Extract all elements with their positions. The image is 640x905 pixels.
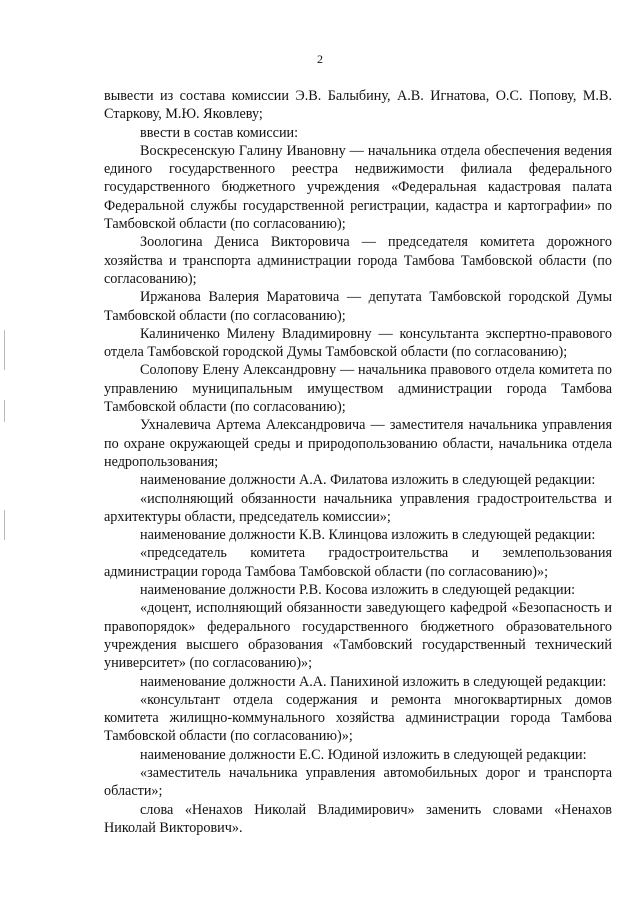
paragraph: «доцент, исполняющий обязанности заведующего кафедрой «Безопасность и правопорядок» федерального государственного бюджетного образовательного учреждения высшего образования «Тамбовский государственный технический университет» (по согласованию)»; [104,600,612,672]
paragraph: наименование должности А.А. Панихиной изложить в следующей редакции: [140,673,607,690]
paragraph: Воскресенскую Галину Ивановну — начальника отдела обеспечения ведения единого государственного реестра недвижимости филиала федерального государственного бюджетного учреждения «Федеральная кадастровая палата Федеральной службы государственной регистрации, кадастра и картографии» по Тамбовской области (по согласованию); [104,142,612,233]
paragraph: наименование должности К.В. Клинцова изложить в следующей редакции: [140,527,596,544]
paragraph: наименование должности А.А. Филатова изложить в следующей редакции: [140,472,596,489]
document-body [104,87,612,837]
paragraph: ввести в состав комиссии: [140,124,299,141]
paragraph: Калиниченко Милену Владимировну — консультанта экспертно-правового отдела Тамбовской городской Думы Тамбовской области (по согласованию); [104,325,612,361]
margin-scan-marks [4,330,12,570]
paragraph: Солопову Елену Александровну — начальника правового отдела комитета по управлению муниципальным имуществом администрации города Тамбова Тамбовской области (по согласованию); [104,362,612,416]
paragraph: Зоологина Дениса Викторовича — председателя комитета дорожного хозяйства и транспорта администрации города Тамбова Тамбовской области (по согласованию); [104,234,612,287]
paragraph: слова «Ненахов Николай Владимирович» заменить словами «Ненахов Николай Викторович». [104,801,612,836]
paragraph: Ухналевича Артема Александровича — заместителя начальника управления по охране окружающей среды и природопользованию области, начальника отдела недропользования; [104,417,612,470]
paragraph: «консультант отдела содержания и ремонта многоквартирных домов комитета жилищно-коммунального хозяйства администрации города Тамбова Тамбовской области (по согласованию)»; [104,691,612,745]
margin-mark [4,330,5,370]
paragraph: Иржанова Валерия Маратовича — депутата Тамбовской городской Думы Тамбовской области (по согласованию); [104,289,612,324]
paragraph: наименование должности Р.В. Косова изложить в следующей редакции: [140,582,576,599]
paragraph: наименование должности Е.С. Юдиной изложить в следующей редакции: [140,746,587,763]
paragraph: «председатель комитета градостроительства и землепользования администрации города Тамбова Тамбовской области (по согласованию)»; [104,545,612,580]
page-number: 2 [317,52,323,66]
paragraph: «заместитель начальника управления автомобильных дорог и транспорта области»; [104,764,612,800]
paragraph: вывести из состава комиссии Э.В. Балыбину, А.В. Игнатова, О.С. Попову, М.В. Старкову, М.Ю. Яковлеву; [104,88,612,123]
margin-mark [4,400,5,422]
margin-mark [4,510,5,540]
paragraph: «исполняющий обязанности начальника управления градостроительства и архитектуры области, председатель комиссии»; [104,490,612,525]
